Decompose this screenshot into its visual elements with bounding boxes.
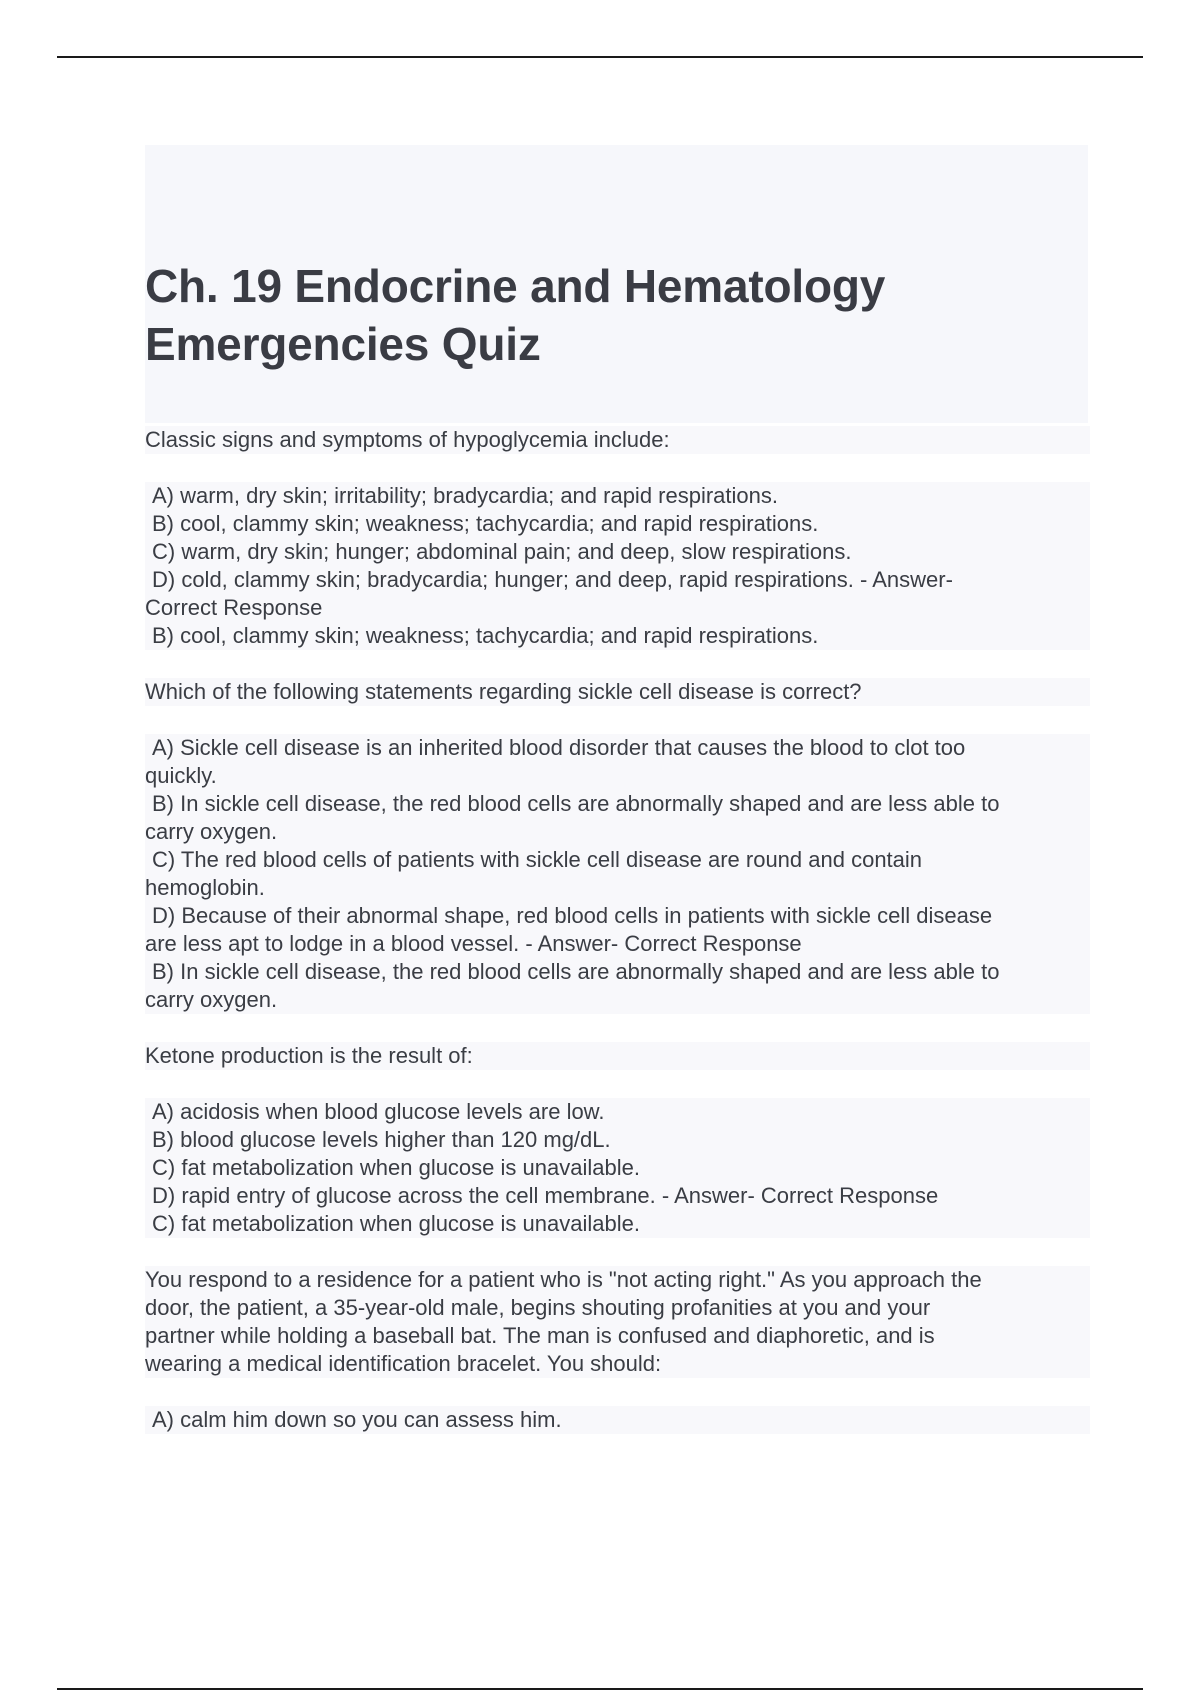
answer-option-c: C) fat metabolization when glucose is unavailable.	[145, 1154, 1090, 1182]
answer-option-b: B) cool, clammy skin; weakness; tachycardia; and rapid respirations.	[145, 510, 1090, 538]
question-prompt: Ketone production is the result of:	[145, 1042, 1090, 1070]
question-2	[145, 678, 1090, 1014]
answer-option-a: A) warm, dry skin; irritability; bradycardia; and rapid respirations.	[145, 482, 1090, 510]
answer-option-c-cont: hemoglobin.	[145, 874, 1090, 902]
correct-answer-cont: carry oxygen.	[145, 986, 1090, 1014]
answer-option-d: D) rapid entry of glucose across the cell membrane. - Answer- Correct Response	[145, 1182, 1090, 1210]
title-panel	[145, 145, 1088, 423]
quiz-content	[145, 426, 1090, 1462]
answer-option-c: C) The red blood cells of patients with sickle cell disease are round and contain	[145, 846, 1090, 874]
answer-option-b: B) blood glucose levels higher than 120 mg/dL.	[145, 1126, 1090, 1154]
question-prompt-line-3: partner while holding a baseball bat. The man is confused and diaphoretic, and is	[145, 1322, 1090, 1350]
correct-answer: C) fat metabolization when glucose is unavailable.	[145, 1210, 1090, 1238]
page-title	[145, 257, 1085, 373]
question-prompt-line-1: You respond to a residence for a patient who is "not acting right." As you approach the	[145, 1266, 1090, 1294]
title-line-2: Emergencies Quiz	[145, 318, 541, 370]
correct-answer: B) In sickle cell disease, the red blood cells are abnormally shaped and are less able to	[145, 958, 1090, 986]
question-prompt: Classic signs and symptoms of hypoglycemia include:	[145, 426, 1090, 454]
answer-option-d-cont: are less apt to lodge in a blood vessel. - Answer- Correct Response	[145, 930, 1090, 958]
top-rule	[57, 56, 1143, 58]
answer-option-b-cont: carry oxygen.	[145, 818, 1090, 846]
question-prompt-line-4: wearing a medical identification bracelet. You should:	[145, 1350, 1090, 1378]
question-3	[145, 1042, 1090, 1238]
answer-option-c: C) warm, dry skin; hunger; abdominal pain; and deep, slow respirations.	[145, 538, 1090, 566]
bottom-rule	[57, 1688, 1143, 1690]
answer-option-b: B) In sickle cell disease, the red blood cells are abnormally shaped and are less able to	[145, 790, 1090, 818]
question-4	[145, 1266, 1090, 1434]
question-prompt-line-2: door, the patient, a 35-year-old male, begins shouting profanities at you and your	[145, 1294, 1090, 1322]
answer-option-d: D) Because of their abnormal shape, red blood cells in patients with sickle cell disease	[145, 902, 1090, 930]
answer-option-a-cont: quickly.	[145, 762, 1090, 790]
answer-label: Correct Response	[145, 594, 1090, 622]
answer-option-a: A) acidosis when blood glucose levels are low.	[145, 1098, 1090, 1126]
question-1	[145, 426, 1090, 650]
answer-option-a: A) Sickle cell disease is an inherited blood disorder that causes the blood to clot too	[145, 734, 1090, 762]
correct-answer: B) cool, clammy skin; weakness; tachycardia; and rapid respirations.	[145, 622, 1090, 650]
answer-option-d: D) cold, clammy skin; bradycardia; hunger; and deep, rapid respirations. - Answer-	[145, 566, 1090, 594]
question-prompt: Which of the following statements regarding sickle cell disease is correct?	[145, 678, 1090, 706]
answer-option-a: A) calm him down so you can assess him.	[145, 1406, 1090, 1434]
title-line-1: Ch. 19 Endocrine and Hematology	[145, 260, 886, 312]
